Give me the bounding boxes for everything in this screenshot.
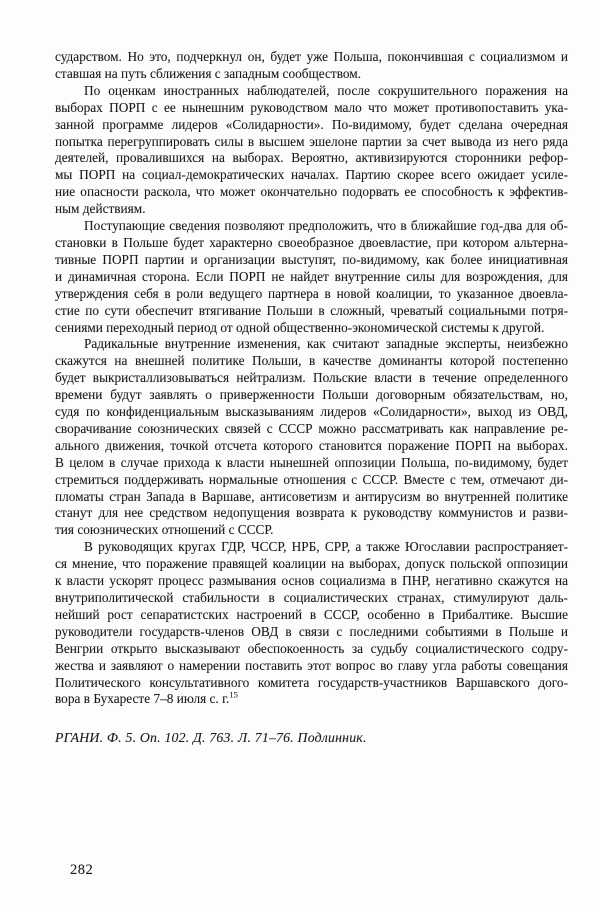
text-line: стремиться поддерживать нормальные отношения с СССР. Вместе с тем, отмечают ди- (55, 471, 568, 487)
text-line: будет выкристаллизовываться нейтрализм. Польские власти в течение определенного (55, 370, 568, 386)
text-line: руководители государств-членов ОВД в связи с последними событиями в Польше и (55, 623, 568, 639)
footnote-reference: 15 (229, 690, 238, 701)
paragraph (55, 49, 568, 83)
text-line: судя по конфиденциальным высказываниям лидеров «Солидарности», выход из ОВД, (55, 404, 568, 420)
text-line: вора в Бухаресте 7–8 июля с. г.$^{15}$ (55, 690, 238, 707)
text-line: внутриполитической стабильности в социалистических странах, стимулируют даль- (55, 590, 568, 605)
text-line: тивные ПОРП партии и организации выступят, по-видимому, как более инициативная (55, 251, 568, 267)
text-line: Радикальные внутренние изменения, как считают западные эксперты, неизбежно (84, 336, 568, 352)
text-line: деятелей, провалившихся на выборах. Вероятно, активизируются сторонники рефор- (55, 150, 568, 166)
text-line: к власти ускорят процесс размывания основ социализма в ПНР, негативно скажутся на (55, 573, 568, 589)
text-line: занной программе лидеров «Солидарности». По-видимому, будет сделана очередная (55, 116, 568, 132)
text-line: ся мнение, что поражение правящей коалиции на выборах, допуск польской оппозиции (55, 556, 568, 572)
text-line: ального движения, точкой отсчета которого становится поражение ПОРП на выборах. (55, 437, 568, 453)
paragraph (55, 336, 568, 539)
text-line: ставшая на путь сближения с западным сообществом. (55, 65, 362, 81)
text-line: выборах ПОРП с ее нынешним руководством мало что может противопоставить ука- (55, 99, 568, 115)
text-line: Венгрии открыто высказывают обеспокоенность за судьбу социалистического содру- (55, 640, 568, 656)
text-line: Политического консультативного комитета государств-участников Варшавского дого- (55, 674, 568, 690)
text-line: сениями переходный период от одной общественно-экономической системы к другой. (55, 319, 545, 335)
text-line: сворачивание союзнических связей с СССР можно рассматривать как направление ре- (55, 420, 568, 436)
text-line: сударством. Но это, подчеркнул он, будет уже Польша, покончившая с социализмом и (55, 49, 568, 64)
text-line: станут для нее средством недопущения возврата к руководству коммунистов и разви- (55, 505, 568, 521)
text-line: ние опасности раскола, что может окончательно подорвать ее способность к эффектив- (55, 184, 568, 200)
text-line: становки в Польше будет характерно своеобразное двоевластие, при котором альтерна- (55, 234, 568, 250)
paragraph (55, 539, 568, 708)
text-line: пломаты стран Запада в Варшаве, антисоветизм и антирусизм во внутренней политике (55, 488, 568, 504)
paragraph (55, 83, 568, 218)
text-line: и динамичная сторона. Если ПОРП не найдет внутренние силы для возрождения, для (55, 268, 568, 284)
text-line: стие по сути обеспечит втягивание Польши в сложный, чреватый социальными потря- (55, 302, 568, 318)
text-line: Поступающие сведения позволяют предположить, что в ближайшие год-два для об- (84, 218, 568, 234)
paragraph (55, 218, 568, 336)
document-text (55, 49, 568, 708)
text-line: жества и заявляют о намерении поставить этот вопрос во главу угла работы совещания (55, 657, 568, 673)
text-line: скажутся на внешней политике Польши, в качестве доминанты которой постепенно (55, 353, 568, 369)
archive-reference: РГАНИ. Ф. 5. Оп. 102. Д. 763. Л. 71–76. Подлинник. (55, 730, 367, 745)
text-line: времени будут заявлять о приверженности Польши договорным обязательствам, но, (55, 387, 568, 403)
text-line: тия союзнических отношений с СССР. (55, 522, 274, 538)
text-line: По оценкам иностранных наблюдателей, после сокрушительного поражения на (84, 82, 568, 98)
text-line: попытка перегруппировать силы в высшем эшелоне партии за счет вывода из него ряда (55, 133, 568, 149)
text-line: нейший рост сепаратистских настроений в СССР, особенно в Прибалтике. Высшие (55, 606, 568, 622)
text-line: В руководящих кругах ГДР, ЧССР, НРБ, СРР, а также Югославии распространяет- (84, 539, 568, 555)
page-number: 282 (70, 862, 94, 878)
text-line: утверждения себя в роли ведущего партнера в новой коалиции, то указанное двоевла- (55, 285, 568, 301)
text-line: В целом в случае прихода к власти нынешней оппозиции Польша, по-видимому, будет (55, 454, 568, 470)
text-line: ным действиям. (55, 201, 146, 217)
text-line: мы ПОРП на социал-демократических началах. Партию скорее всего ожидает усиле- (55, 167, 568, 183)
